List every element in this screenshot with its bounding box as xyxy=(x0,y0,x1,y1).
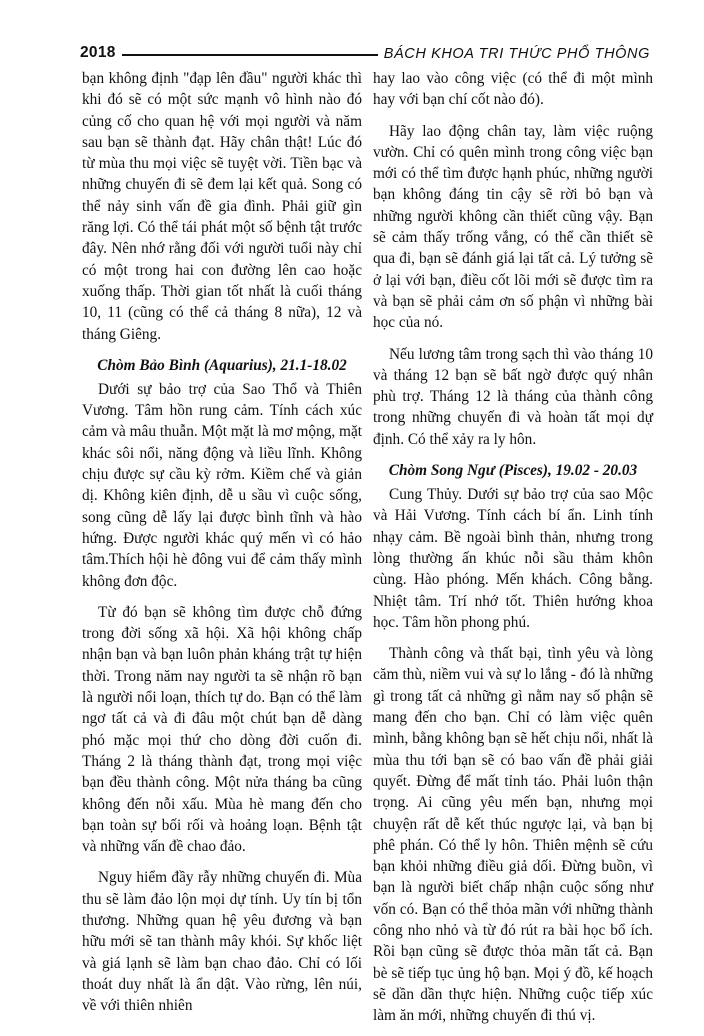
paragraph: Thành công và thất bại, tình yêu và lòng căm thù, niềm vui và sự lo lắng - đó là những gì trong tất cả những gì nằm nay số phận sẽ mang đến cho bạn. Chỉ có làm việc quên mình, bằng không bạn sẽ hết chịu nổi, nhất là mùa thu tới bạn sẽ có bao vấn đề phải giải quyết. Đừng để mất tỉnh táo. Phải luôn thận trọng. Ai cũng yêu mến bạn, nhưng mọi chuyện rất dễ kết thúc ngược lại, và bạn bị phê phán. Có thể ly hôn. Thiên mệnh sẽ cứu bạn khỏi những điều giả dối. Đừng buồn, vì bạn là người biết chấp nhận cuộc sống như vốn có. Bạn có thể thỏa mãn với những thành công nho nhỏ và từ đó rút ra bài học bổ ích. Rồi bạn cũng sẽ được thỏa mãn tất cả. Bạn bè sẽ tiếp tục ủng hộ bạn. Mọi ý đồ, kế hoạch sẽ dần dần thực hiện. Những cuộc tiếp xúc làm ăn mới, những chuyến đi thú vị. xyxy=(373,645,653,1025)
paragraph: Dưới sự bảo trợ của Sao Thổ và Thiên Vương. Tâm hồn rung cảm. Tính cách xúc cảm và mâu thuẫn. Một mặt là mơ mộng, mặt khác sôi nổi, năng động và liều lĩnh. Không chịu được sự cầu kỳ rởm. Kiềm chế và giản dị. Không kiên định, dễ u sầu vì cuộc sống, song cũng dễ lấy lại được bình tĩnh và hào hứng. Được người khác quý mến vì có hảo tâm.Thích hội hè đông vui để cảm thấy mình không đơn độc. xyxy=(82,380,362,590)
page-number: 2018 xyxy=(80,44,116,61)
paragraph: Cung Thủy. Dưới sự bảo trợ của sao Mộc và Hải Vương. Tính cách bí ẩn. Linh tính nhạy cảm. Bề ngoài bình thản, nhưng trong lòng thường ấn khúc nỗi sầu thảm khôn cùng. Hào phóng. Mến khách. Công bằng. Nhiệt tâm. Trí nhớ tốt. Thiên hướng khoa học. Tâm hồn phong phú. xyxy=(373,486,653,631)
paragraph: Nếu lương tâm trong sạch thì vào tháng 10 và tháng 12 bạn sẽ bất ngờ được quý nhân phù trợ. Tháng 12 là tháng của thành công trong những chuyến đi và hoàn tất mọi dự định. Có thể xảy ra ly hôn. xyxy=(373,345,653,448)
paragraph: hay lao vào công việc (có thể đi một mình hay với bạn chí cốt nào đó). xyxy=(373,70,653,109)
section-heading-aquarius: Chòm Bảo Bình (Aquarius), 21.1-18.02 xyxy=(97,356,347,374)
page-header xyxy=(80,40,650,62)
left-column xyxy=(82,68,362,1026)
section-heading-pisces: Chòm Song Ngư (Pisces), 19.02 - 20.03 xyxy=(388,462,638,480)
paragraph: Nguy hiểm đầy rẫy những chuyến đi. Mùa thu sẽ làm đảo lộn mọi dự tính. Uy tín bị tổn thương. Những quan hệ yêu đương và bạn hữu mới sẽ tan thành mây khói. Sự khốc liệt và giá lạnh sẽ làm bạn chao đảo. Chỉ có lối thoát duy nhất là ẩn dật. Vào rừng, lên núi, về với thiên nhiên xyxy=(82,869,362,1015)
book-title: BÁCH KHOA TRI THỨC PHỔ THÔNG xyxy=(383,46,650,62)
paragraph: Từ đó bạn sẽ không tìm được chỗ đứng trong đời sống xã hội. Xã hội không chấp nhận bạn và bạn luôn phản kháng trật tự hiện thời. Trong năm nay người ta sẽ nhận rõ bạn là người nổi loạn, thích tự do. Bạn có thể làm ngơ tất cả và đi đâu một chút bạn dễ dàng phó mặc mọi thứ cho dòng đời cuốn đi. Tháng 2 là tháng thành đạt, trong mọi việc bạn đều thành công. Một nửa tháng ba cũng không đến nỗi xấu. Mùa hè mang đến cho bạn toàn sự bối rối và hoảng loạn. Bệnh tật và những vấn đề chao đảo. xyxy=(82,603,362,856)
right-column xyxy=(373,68,653,1036)
paragraph: bạn không định "đạp lên đầu" người khác thì khi đó sẽ có một sức mạnh vô hình nào đó củng cố cho quan hệ với mọi người và năm sau bạn sẽ thành đạt. Hãy chân thật! Lúc đó từ mùa thu mọi việc sẽ tuyệt vời. Tiền bạc và những chuyến đi sẽ đem lại kết quả. Song có thể nảy sinh vấn đề gia đình. Phải giữ gìn răng lợi. Có thể tái phát một số bệnh tật trước đây. Nên nhớ rằng đối với người tuổi này chỉ có một trong hai con đường lên cao hoặc xuống thấp. Thời gian tốt nhất là cuối tháng 10, 11 (cũng có thể cả tháng 8 nữa), 12 và tháng Giêng. xyxy=(82,70,362,343)
paragraph: Hãy lao động chân tay, làm việc ruộng vườn. Chỉ có quên mình trong công việc bạn mới có thể tìm được hạnh phúc, những người bạn không đáng tin cậy sẽ rời bỏ bạn và những người không cần thiết cũng vậy. Bạn sẽ cảm thấy trống vắng, có thể cần thiết sẽ qua đi, bạn sẽ đánh giá lại tất cả. Lý tưởng sẽ ở lại với bạn, điều cốt lõi mới sẽ được tìm ra và bạn sẽ phải cảm ơn số phận vì những bài học của nó. xyxy=(373,122,653,332)
header-rule xyxy=(122,54,378,56)
